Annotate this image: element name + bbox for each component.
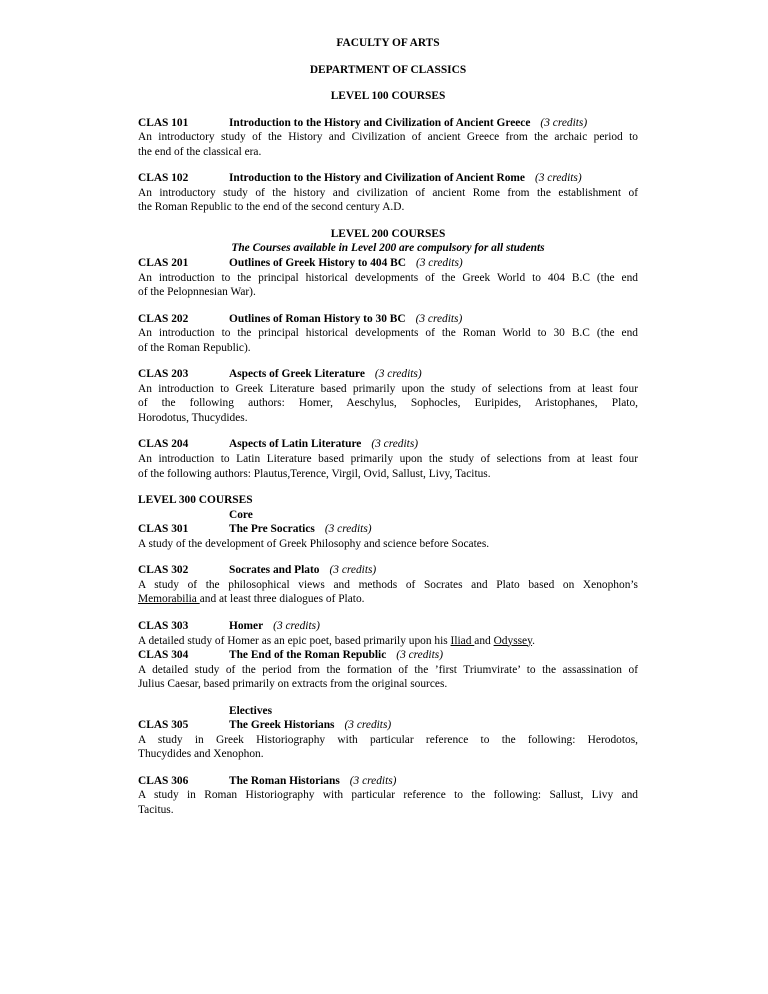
course-description-line: [138, 803, 638, 818]
course-description-line: [138, 788, 638, 803]
course-header: [138, 563, 638, 578]
course-description-line: [138, 452, 638, 467]
course-credits: (3 credits): [329, 564, 377, 577]
course-code: CLAS 101: [138, 116, 189, 129]
course-title: Introduction to the History and Civilization of Ancient Greece: [229, 116, 531, 129]
text-segment: Memorabilia: [138, 593, 200, 606]
text-segment: of the following authors: Plautus,Terence, Virgil, Ovid, Sallust, Livy, Tacitus.: [138, 467, 491, 480]
course-description-line: [138, 396, 638, 411]
course-credits: (3 credits): [534, 172, 582, 185]
department-title: DEPARTMENT OF CLASSICS: [309, 63, 467, 76]
course-description-line: [138, 200, 638, 215]
text-segment: A detailed study of Homer as an epic poet, based primarily upon his: [138, 634, 451, 647]
sections-container: [138, 89, 638, 817]
course-block: [138, 312, 638, 356]
course-code: CLAS 303: [138, 619, 189, 632]
course-block: [138, 522, 638, 551]
course-header: [138, 312, 638, 327]
course-header: [138, 522, 638, 537]
course-title: Aspects of Greek Literature: [229, 368, 365, 381]
text-segment: An introduction to the principal historical developments of the Greek World to 404 B.C (the end: [138, 271, 638, 284]
course-description-line: [138, 130, 638, 145]
course-credits: (3 credits): [371, 438, 419, 451]
text-segment: A study of the development of Greek Philosophy and science before Socates.: [138, 537, 490, 550]
course-description-line: [138, 271, 638, 286]
course-level-section: [138, 493, 638, 817]
course-block: [138, 171, 638, 215]
course-level-section: [138, 89, 638, 215]
course-block: [138, 437, 638, 481]
text-segment: .: [532, 634, 535, 647]
text-segment: Thucydides and Xenophon.: [138, 748, 264, 761]
course-description-line: [138, 467, 638, 482]
text-segment: An introduction to Latin Literature based primarily upon the study of selections from at least four: [138, 453, 638, 466]
course-header: [138, 437, 638, 452]
course-title: Aspects of Latin Literature: [229, 438, 362, 451]
course-level-section: [138, 227, 638, 481]
course-block: [138, 256, 638, 300]
course-catalog-document: [138, 36, 638, 830]
course-credits: (3 credits): [396, 649, 443, 662]
course-description-line: [138, 733, 638, 748]
text-segment: of the Roman Republic).: [138, 341, 251, 354]
course-description-line: [138, 537, 638, 552]
course-block: [138, 774, 638, 818]
text-segment: A detailed study of the period from the formation of the ’first Triumvirate’ to the assassination of: [138, 663, 638, 676]
text-segment: Julius Caesar, based primarily on extracts from the original sources.: [138, 678, 448, 691]
course-header: [138, 256, 638, 271]
section-heading: LEVEL 100 COURSES: [330, 90, 446, 103]
course-credits: (3 credits): [324, 523, 372, 536]
course-description-line: [138, 663, 638, 678]
course-description-line: [138, 578, 638, 593]
section-heading: LEVEL 200 COURSES: [330, 227, 446, 240]
course-header: [138, 171, 638, 186]
course-group-label: Electives: [229, 704, 273, 717]
course-block: [138, 619, 638, 648]
course-header: [138, 718, 638, 733]
course-code: CLAS 306: [138, 774, 189, 787]
course-header: [138, 774, 638, 789]
course-header: [138, 116, 638, 131]
course-description-line: [138, 145, 638, 160]
course-description-line: [138, 747, 638, 762]
course-header: [138, 619, 638, 634]
course-block: [138, 116, 638, 160]
course-credits: (3 credits): [349, 774, 397, 787]
course-description-line: [138, 411, 638, 426]
text-segment: An introductory study of the history and civilization of ancient Rome from the establishment of: [138, 186, 638, 199]
course-code: CLAS 305: [138, 719, 189, 732]
text-segment: and: [474, 634, 494, 647]
course-credits: (3 credits): [273, 619, 320, 632]
course-description-line: [138, 326, 638, 341]
text-segment: An introduction to the principal historical developments of the Roman World to 30 B.C (the end: [138, 327, 638, 340]
course-credits: (3 credits): [374, 368, 422, 381]
course-code: CLAS 203: [138, 368, 189, 381]
course-description-line: [138, 677, 638, 692]
course-title: The Pre Socratics: [229, 523, 315, 536]
course-block: [138, 367, 638, 425]
text-segment: An introductory study of the History and Civilization of ancient Greece from the archaic period to: [138, 131, 638, 144]
course-title: Homer: [229, 619, 264, 632]
course-title: Outlines of Roman History to 30 BC: [229, 312, 406, 325]
section-note: The Courses available in Level 200 are compulsory for all students: [231, 242, 545, 255]
course-description-line: [138, 285, 638, 300]
faculty-title: FACULTY OF ARTS: [336, 37, 440, 49]
text-segment: An introduction to Greek Literature based primarily upon the study of selections from at least four: [138, 382, 638, 395]
course-description-line: [138, 341, 638, 356]
course-credits: (3 credits): [415, 312, 463, 325]
text-segment: A study in Roman Historiography with particular reference to the following: Sallust, Livy and: [138, 789, 638, 802]
course-block: [138, 563, 638, 607]
course-code: CLAS 204: [138, 438, 189, 451]
text-segment: A study of the philosophical views and methods of Socrates and Plato based on Xenophon’s: [138, 578, 638, 591]
course-description-line: [138, 592, 638, 607]
course-code: CLAS 301: [138, 523, 189, 536]
course-credits: (3 credits): [344, 719, 392, 732]
course-code: CLAS 302: [138, 564, 189, 577]
course-block: [138, 648, 638, 692]
text-segment: Tacitus.: [138, 803, 174, 816]
course-code: CLAS 202: [138, 312, 189, 325]
course-title: Outlines of Greek History to 404 BC: [229, 257, 406, 270]
text-segment: and at least three dialogues of Plato.: [199, 593, 365, 606]
course-title: Socrates and Plato: [229, 564, 320, 577]
course-code: CLAS 102: [138, 172, 189, 185]
course-code: CLAS 304: [138, 649, 189, 662]
text-segment: A study in Greek Historiography with particular reference to the following: Herodotos,: [138, 733, 638, 746]
course-description-line: [138, 634, 638, 649]
text-segment: Horodotus, Thucydides.: [138, 411, 248, 424]
course-header: [138, 648, 638, 663]
course-title: The End of the Roman Republic: [229, 649, 387, 662]
course-description-line: [138, 186, 638, 201]
course-title: Introduction to the History and Civilization of Ancient Rome: [229, 172, 525, 185]
section-heading: LEVEL 300 COURSES: [138, 494, 253, 507]
course-title: The Roman Historians: [229, 774, 340, 787]
course-title: The Greek Historians: [229, 719, 335, 732]
course-code: CLAS 201: [138, 257, 189, 270]
course-credits: (3 credits): [540, 116, 588, 129]
text-segment: Odyssey: [493, 634, 533, 647]
course-description-line: [138, 382, 638, 397]
course-credits: (3 credits): [415, 257, 463, 270]
text-segment: of the Pelopnnesian War).: [138, 286, 256, 299]
course-group-label: Core: [229, 508, 253, 521]
course-header: [138, 367, 638, 382]
text-segment: Iliad: [450, 634, 475, 647]
text-segment: of the following authors: Homer, Aeschylus, Sophocles, Euripides, Aristophanes, Plato,: [138, 397, 638, 410]
text-segment: the end of the classical era.: [138, 145, 262, 158]
course-block: [138, 718, 638, 762]
text-segment: the Roman Republic to the end of the second century A.D.: [138, 201, 405, 214]
